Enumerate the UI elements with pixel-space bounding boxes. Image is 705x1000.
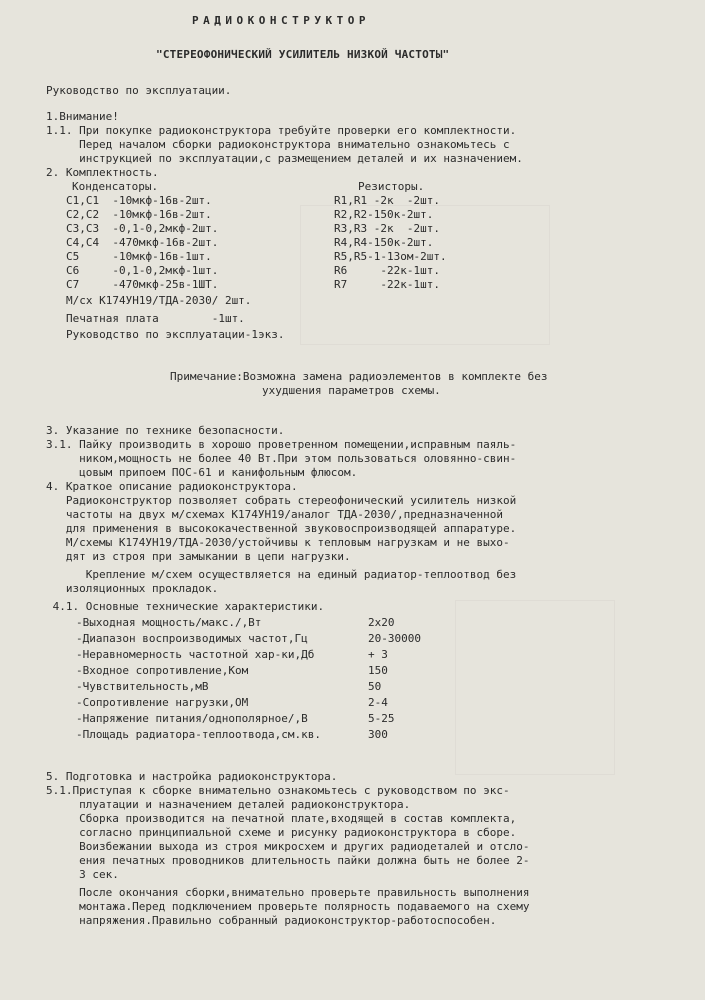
assembly-line: согласно принципиальной схеме и рисунку радиоконструктора в сборе. [46,826,517,839]
assembly-line: 3 сек. [46,868,119,881]
spec-label: -Неравномерность частотной хар-ки,Дб [76,648,315,661]
assembly-line: плуатации и назначением деталей радиоконструктора. [46,798,411,811]
description-line: частоты на двух м/схемах К174УН19/аналог ТДА-2030/,предназначенной [46,508,503,521]
capacitor-item: C3,C3 -0,1-0,2мкф-2шт. [66,222,219,235]
safety-line: ником,мощность не более 40 Вт.При этом пользоваться оловянно-свин- [46,452,517,465]
kit-heading: 2. Комплектность. [46,166,159,179]
spec-value: 150 [368,664,388,677]
resistor-item: R1,R1 -2к -2шт. [334,194,440,207]
resistor-item: R4,R4-150к-2шт. [334,236,434,249]
spec-value: 2-4 [368,696,388,709]
attention-line: 1.1. При покупке радиоконструктора требуйте проверки его комплектности. [46,124,517,137]
kit-note: ухудшения параметров схемы. [262,384,441,397]
spec-value: 2х20 [368,616,395,629]
safety-line: цовым припоем ПОС-61 и канифольным флюсом. [46,466,358,479]
assembly-line: Сборка производится на печатной плате,входящей в состав комплекта, [46,812,517,825]
description-line: Крепление м/схем осуществляется на единый радиатор-теплоотвод без [46,568,517,581]
capacitor-item: C2,C2 -10мкф-16в-2шт. [66,208,212,221]
description-line: изоляционных прокладок. [46,582,219,595]
spec-label: -Чувствительность,мВ [76,680,209,693]
description-line: М/схемы К174УН19/ТДА-2030/устойчивы к тепловым нагрузкам и не выхо- [46,536,510,549]
resistors-header: Резисторы. [358,180,425,193]
attention-heading: 1.Внимание! [46,110,119,123]
spec-value: 5-25 [368,712,395,725]
spec-label: -Входное сопротивление,Ком [76,664,249,677]
assembly-line: 5.1.Приступая к сборке внимательно ознакомьтесь с руководством по экс- [46,784,510,797]
capacitor-item: C4,C4 -470мкф-16в-2шт. [66,236,219,249]
resistor-item: R6 -22к-1шт. [334,264,440,277]
capacitor-item: C5 -10мкф-16в-1шт. [66,250,212,263]
manual-title: Руководство по эксплуатации. [46,84,232,97]
spec-label: -Напряжение питания/однополярное/,В [76,712,308,725]
kit-note: Примечание:Возможна замена радиоэлементов в комплекте без [170,370,548,383]
description-line: Радиоконструктор позволяет собрать стереофонический усилитель низкой [46,494,517,507]
assembly-line: Воизбежании выхода из строя микросхем и других радиодеталей и отсло- [46,840,530,853]
kit-other-item: М/сх К174УН19/ТДА-2030/ 2шт. [66,294,252,307]
description-heading: 4. Краткое описание радиоконструктора. [46,480,298,493]
assembly-heading: 5. Подготовка и настройка радиоконструктора. [46,770,338,783]
resistor-item: R5,R5-1-13ом-2шт. [334,250,447,263]
assembly-line: монтажа.Перед подключением проверьте полярность подаваемого на схему [46,900,530,913]
assembly-line: напряжения.Правильно собранный радиоконструктор-работоспособен. [46,914,497,927]
spec-value: 20-30000 [368,632,421,645]
kit-other-item: Руководство по эксплуатации-1экз. [66,328,285,341]
capacitor-item: C7 -470мкф-25в-1ШТ. [66,278,219,291]
resistor-item: R2,R2-150к-2шт. [334,208,434,221]
assembly-line: После окончания сборки,внимательно проверьте правильность выполнения [46,886,530,899]
spec-label: -Площадь радиатора-теплоотвода,см.кв. [76,728,322,741]
spec-label: -Сопротивление нагрузки,ОМ [76,696,249,709]
safety-heading: 3. Указание по технике безопасности. [46,424,285,437]
attention-line: инструкцией по эксплуатации,с размещением деталей и их назначением. [46,152,523,165]
specs-heading: 4.1. Основные технические характеристики. [46,600,325,613]
attention-line: Перед началом сборки радиоконструктора внимательно ознакомьтесь с [46,138,510,151]
capacitor-item: C6 -0,1-0,2мкф-1шт. [66,264,219,277]
capacitor-item: C1,C1 -10мкф-16в-2шт. [66,194,212,207]
brand-title: РАДИОКОНСТРУКТОР [192,14,370,27]
safety-line: 3.1. Пайку производить в хорошо проветренном помещении,исправным паяль- [46,438,517,451]
assembly-line: ения печатных проводников длительность пайки должна быть не более 2- [46,854,530,867]
show-through-board [455,600,615,775]
capacitors-header: Конденсаторы. [72,180,159,193]
spec-value: + 3 [368,648,388,661]
resistor-item: R7 -22к-1шт. [334,278,440,291]
kit-other-item: Печатная плата -1шт. [66,312,245,325]
resistor-item: R3,R3 -2к -2шт. [334,222,440,235]
spec-label: -Выходная мощность/макс./,Вт [76,616,262,629]
description-line: для применения в высококачественной звуковоспроизводящей аппаратуре. [46,522,517,535]
product-title: "СТЕРЕОФОНИЧЕСКИЙ УСИЛИТЕЛЬ НИЗКОЙ ЧАСТОТЫ" [156,48,450,61]
description-line: дят из строя при замыкании в цепи нагрузки. [46,550,351,563]
spec-value: 300 [368,728,388,741]
spec-value: 50 [368,680,382,693]
spec-label: -Диапазон воспроизводимых частот,Гц [76,632,308,645]
